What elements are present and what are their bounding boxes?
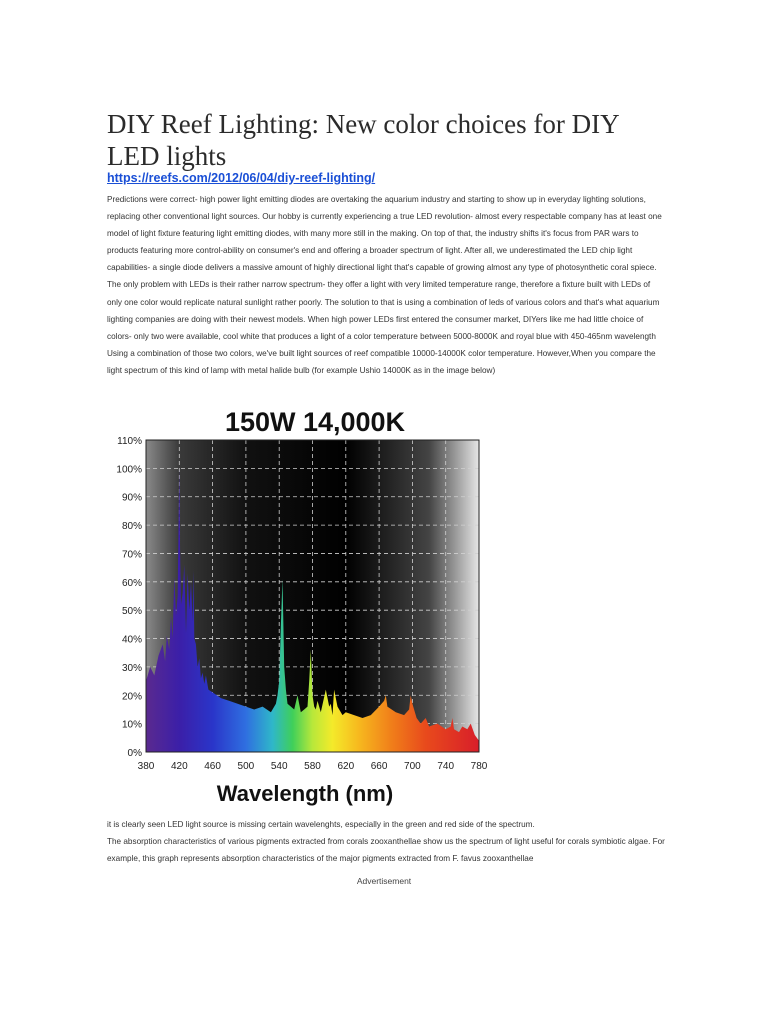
y-tick-label: 100% xyxy=(116,464,142,476)
article-title: DIY Reef Lighting: New color choices for DIY LED lights xyxy=(107,109,619,171)
y-tick-label: 10% xyxy=(121,719,142,731)
x-tick-label: 700 xyxy=(404,761,421,772)
x-tick-labels xyxy=(138,761,488,772)
y-tick-label: 70% xyxy=(121,549,142,561)
y-tick-labels xyxy=(116,436,142,759)
caption-line-1: it is clearly seen LED light source is missing certain wavelenghts, especially in the green and red side of the spectrum. xyxy=(107,820,535,829)
y-tick-label: 50% xyxy=(121,606,142,618)
x-tick-label: 380 xyxy=(137,761,155,772)
x-tick-label: 660 xyxy=(370,761,388,772)
y-tick-label: 20% xyxy=(121,691,142,703)
advertisement-label: Advertisement xyxy=(356,876,412,886)
y-tick-label: 80% xyxy=(121,521,142,533)
y-tick-label: 60% xyxy=(121,577,142,589)
x-tick-label: 740 xyxy=(437,761,455,772)
spectrum-chart xyxy=(107,401,507,813)
y-tick-label: 30% xyxy=(121,662,142,674)
x-tick-label: 620 xyxy=(337,761,355,772)
y-tick-label: 0% xyxy=(127,748,142,759)
x-tick-label: 780 xyxy=(470,761,488,772)
x-tick-label: 500 xyxy=(237,761,255,772)
x-tick-label: 420 xyxy=(170,761,188,772)
y-tick-label: 40% xyxy=(121,634,142,646)
article-paragraph: Predictions were correct- high power light emitting diodes are overtaking the aquarium industry and starting to show up in everyday lighting solutions, replacing other conventional light sources. Our hobby is currently experiencing a true LED revolution- almost every respectable company has at least one model of light fixture featuring light emitting diodes, with many more still in the making. On top of that, the industry shifts it's focus from PAR wars to products featuring more control-ability on consumer's end and offering a broader spectrum of light. After all, we underestimated the LED chip light capabilities- a single diode delivers a massive amount of highly directional light that's capable of growing almost any type of photosynthetic coral spiece. The only problem with LEDs is their rather narrow spectrum- they offer a light with very limited temperature range, therefore a fixture built with LEDs of only one color would replicate natural sunlight rather poorly. The solution to that is using a combination of leds of various colors and that's what aquarium lighting companies are doing with their newest models. When high power LEDs first entered the consumer market, DIYers like me had little choice of colors- only two were available, cool white that produces a light of a color temperature between 5000-8000K and royal blue with 450-465nm wavelength Using a combination of those two colors, we've built light sources of reef compatible 10000-14000K color temperature. However,When you compare the light spectrum of this kind of lamp with metal halide bulb (for example Ushio 14000K as in the image below) xyxy=(107,195,662,375)
y-tick-label: 110% xyxy=(117,436,142,447)
x-tick-label: 580 xyxy=(304,761,321,772)
article-link[interactable]: https://reefs.com/2012/06/04/diy-reef-lighting/ xyxy=(107,171,376,185)
caption-line-2: The absorption characteristics of various pigments extracted from corals zooxanthellae show us the spectrum of light useful for corals symbiotic algae. For example, this graph represents absorption characteristics of the major pigments extracted from F. favus zooxanthellae xyxy=(107,837,665,864)
x-tick-label: 540 xyxy=(270,761,288,772)
x-tick-label: 460 xyxy=(204,761,221,772)
caption xyxy=(107,816,667,867)
chart-title: 150W 14,000K xyxy=(224,407,406,437)
y-tick-label: 90% xyxy=(121,492,142,504)
x-axis-label: Wavelength (nm) xyxy=(216,781,394,806)
